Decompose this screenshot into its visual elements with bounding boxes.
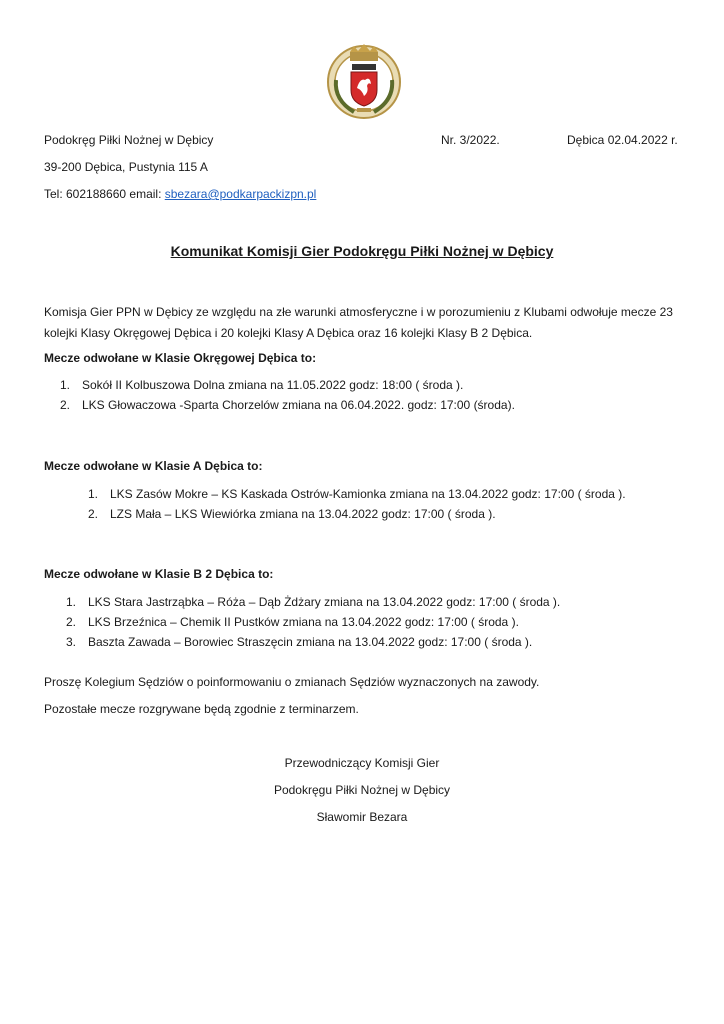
item-number: 2. xyxy=(88,507,99,521)
crest-logo xyxy=(324,40,404,120)
section-heading-klasa-b2: Mecze odwołane w Klasie B 2 Dębica to: xyxy=(44,567,274,581)
place-date: Dębica 02.04.2022 r. xyxy=(567,133,678,147)
item-text: LKS Stara Jastrząbka – Róża – Dąb Żdżary zmiana na 13.04.2022 godz: 17:00 ( środa ). xyxy=(88,595,561,609)
page-title: Komunikat Komisji Gier Podokręgu Piłki Nożnej w Dębicy xyxy=(170,243,554,259)
item-text: LZS Mała – LKS Wiewiórka zmiana na 13.04.2022 godz: 17:00 ( środa ). xyxy=(110,507,496,521)
email-link[interactable]: sbezara@podkarpackizpn.pl xyxy=(164,187,317,201)
note-schedule: Pozostałe mecze rozgrywane będą zgodnie z terminarzem. xyxy=(44,702,359,716)
item-number: 2. xyxy=(66,615,77,629)
item-text: LKS Zasów Mokre – KS Kaskada Ostrów-Kamionka zmiana na 13.04.2022 godz: 17:00 ( środa ). xyxy=(110,487,626,501)
phone-text: Tel: 602188660 email: xyxy=(44,187,165,201)
org-name: Podokręg Piłki Nożnej w Dębicy xyxy=(44,133,214,147)
org-address: 39-200 Dębica, Pustynia 115 A xyxy=(44,160,208,174)
item-text: Sokół II Kolbuszowa Dolna zmiana na 11.05.2022 godz: 18:00 ( środa ). xyxy=(82,378,464,392)
item-number: 2. xyxy=(60,398,71,412)
intro-paragraph: Komisja Gier PPN w Dębicy ze względu na złe warunki atmosferyczne i w porozumieniu z Klubami odwołuje mecze 23 kolejki Klasy Okręgowej Dębica i 20 kolejki Klasy A Dębica oraz 16 kolejki Klasy B 2 Dębica. xyxy=(44,305,673,340)
note-referees: Proszę Kolegium Sędziów o poinformowaniu o zmianach Sędziów wyznaczonych na zawody. xyxy=(44,675,540,689)
signature-role-1: Przewodniczący Komisji Gier xyxy=(284,756,440,770)
item-text: Baszta Zawada – Borowiec Straszęcin zmiana na 13.04.2022 godz: 17:00 ( środa ). xyxy=(88,635,533,649)
item-number: 3. xyxy=(66,635,77,649)
item-number: 1. xyxy=(88,487,99,501)
item-number: 1. xyxy=(66,595,77,609)
contact-line xyxy=(44,187,316,201)
item-text: LKS Głowaczowa -Sparta Chorzelów zmiana na 06.04.2022. godz: 17:00 (środa). xyxy=(82,398,515,412)
item-text: LKS Brzeźnica – Chemik II Pustków zmiana na 13.04.2022 godz: 17:00 ( środa ). xyxy=(88,615,519,629)
signature-name: Sławomir Bezara xyxy=(316,810,408,824)
signature-role-2: Podokręgu Piłki Nożnej w Dębicy xyxy=(273,783,451,797)
item-number: 1. xyxy=(60,378,71,392)
document-number: Nr. 3/2022. xyxy=(441,133,500,147)
section-heading-klasa-a: Mecze odwołane w Klasie A Dębica to: xyxy=(44,459,263,473)
section-heading-okregowa: Mecze odwołane w Klasie Okręgowej Dębica to: xyxy=(44,351,317,365)
